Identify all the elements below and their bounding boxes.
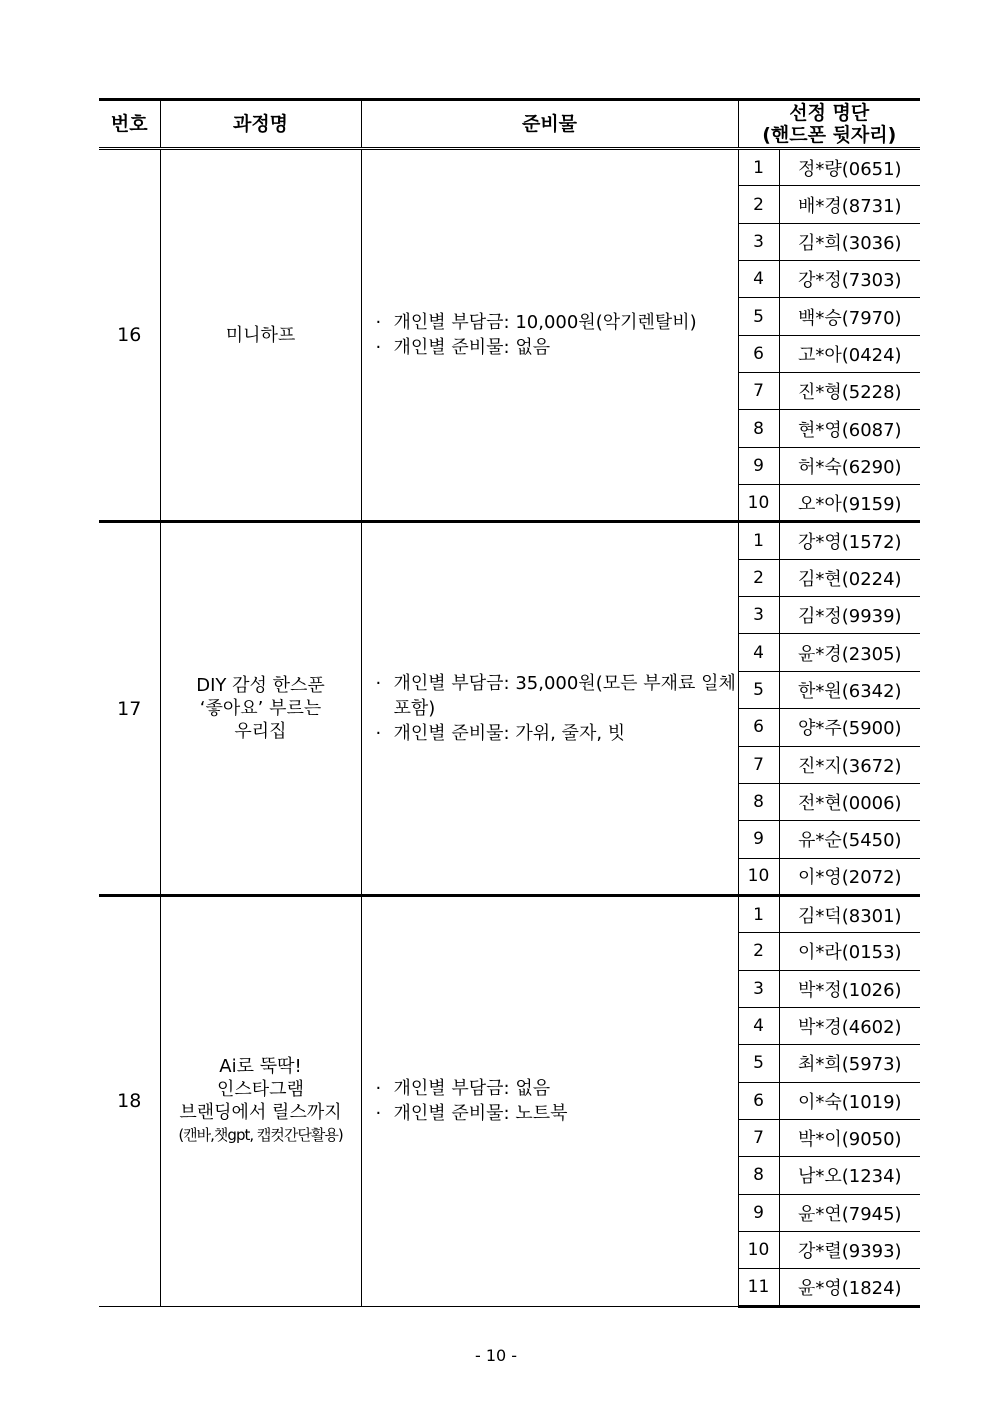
winner-name: 오*아(9159)	[779, 485, 920, 522]
winner-name: 윤*경(2305)	[779, 634, 920, 671]
bullet-icon: ·	[375, 337, 382, 359]
header-selection-line2: (핸드폰 뒷자리)	[762, 124, 897, 146]
winner-index: 4	[738, 261, 779, 298]
bullet-icon: ·	[375, 312, 382, 334]
course-number: 16	[99, 149, 160, 522]
winner-index: 8	[738, 783, 779, 820]
table-row	[99, 522, 920, 559]
header-no: 번호	[99, 100, 160, 149]
winner-index: 2	[738, 559, 779, 596]
winner-name: 현*영(6087)	[779, 410, 920, 447]
winner-name: 이*숙(1019)	[779, 1082, 920, 1119]
winner-name: 박*경(4602)	[779, 1007, 920, 1044]
winner-index: 4	[738, 634, 779, 671]
winner-name: 허*숙(6290)	[779, 447, 920, 484]
winner-name: 박*이(9050)	[779, 1119, 920, 1156]
winner-name: 정*량(0651)	[779, 149, 920, 186]
winner-index: 6	[738, 335, 779, 372]
winner-index: 7	[738, 373, 779, 410]
winner-index: 1	[738, 149, 779, 186]
winner-name: 전*현(0006)	[779, 783, 920, 820]
winner-index: 6	[738, 709, 779, 746]
prep-item	[376, 671, 738, 721]
course-name-line: DIY 감성 한스푼	[196, 675, 325, 697]
prep-item	[376, 1076, 738, 1101]
winner-name: 김*현(0224)	[779, 559, 920, 596]
winner-index: 10	[738, 858, 779, 895]
winner-index: 9	[738, 447, 779, 484]
bullet-icon: ·	[375, 1078, 382, 1100]
table-header-row	[99, 100, 920, 149]
winner-name: 진*지(3672)	[779, 746, 920, 783]
page-number: - 10 -	[474, 1346, 518, 1365]
winner-name: 양*주(5900)	[779, 709, 920, 746]
preparation-info	[361, 895, 738, 1306]
winner-index: 6	[738, 1082, 779, 1119]
course-name-line: Ai로 뚝딱!	[219, 1056, 302, 1078]
winner-index: 3	[738, 970, 779, 1007]
course-name-line: ‘좋아요’ 부르는	[199, 698, 322, 720]
course-number: 17	[99, 522, 160, 895]
winner-index: 3	[738, 597, 779, 634]
winner-name: 윤*영(1824)	[779, 1269, 920, 1306]
winner-name: 김*정(9939)	[779, 597, 920, 634]
prep-item	[376, 1101, 738, 1126]
winner-index: 5	[738, 671, 779, 708]
course-name	[160, 149, 361, 522]
winner-index: 8	[738, 410, 779, 447]
bullet-icon: ·	[375, 723, 382, 745]
winner-name: 강*영(1572)	[779, 522, 920, 559]
table-body	[99, 149, 920, 1307]
winner-index: 9	[738, 821, 779, 858]
winner-index: 2	[738, 186, 779, 223]
course-number: 18	[99, 895, 160, 1306]
winner-index: 10	[738, 1231, 779, 1268]
winner-name: 한*원(6342)	[779, 671, 920, 708]
preparation-info	[361, 149, 738, 522]
header-selection	[738, 100, 920, 149]
winner-index: 3	[738, 223, 779, 260]
prep-item	[376, 721, 738, 746]
prep-item-text: 개인별 부담금: 10,000원(악기렌탈비)	[393, 312, 697, 334]
header-selection-line1: 선정 명단	[789, 102, 870, 124]
course-name-line: 미니하프	[225, 324, 296, 346]
winner-index: 11	[738, 1269, 779, 1306]
table-row	[99, 149, 920, 186]
prep-item-text: 개인별 준비물: 노트북	[393, 1103, 568, 1125]
winner-index: 2	[738, 933, 779, 970]
bullet-icon: ·	[375, 1103, 382, 1125]
winner-index: 4	[738, 1007, 779, 1044]
winner-name: 고*아(0424)	[779, 335, 920, 372]
winner-index: 10	[738, 485, 779, 522]
winner-name: 남*오(1234)	[779, 1157, 920, 1194]
table-row	[99, 895, 920, 932]
course-name	[160, 895, 361, 1306]
course-name-line: 브랜딩에서 릴스까지	[179, 1102, 342, 1124]
winner-name: 강*렬(9393)	[779, 1231, 920, 1268]
prep-item-text: 개인별 준비물: 없음	[393, 337, 551, 359]
course-name	[160, 522, 361, 895]
winner-name: 윤*연(7945)	[779, 1194, 920, 1231]
winner-name: 박*정(1026)	[779, 970, 920, 1007]
winner-index: 5	[738, 1045, 779, 1082]
prep-item-text: 개인별 준비물: 가위, 줄자, 빗	[393, 723, 626, 745]
winner-name: 김*덕(8301)	[779, 895, 920, 932]
winner-index: 1	[738, 895, 779, 932]
winner-name: 유*순(5450)	[779, 821, 920, 858]
winner-index: 7	[738, 746, 779, 783]
winner-index: 5	[738, 298, 779, 335]
prep-item-text: 개인별 부담금: 35,000원(모든 부재료 일체 포함)	[393, 673, 736, 720]
winner-name: 백*승(7970)	[779, 298, 920, 335]
selection-table	[99, 98, 920, 1308]
winner-name: 이*라(0153)	[779, 933, 920, 970]
winner-name: 최*희(5973)	[779, 1045, 920, 1082]
prep-item	[376, 310, 738, 335]
prep-item-text: 개인별 부담금: 없음	[393, 1078, 551, 1100]
winner-index: 9	[738, 1194, 779, 1231]
prep-item	[376, 335, 738, 360]
winner-index: 1	[738, 522, 779, 559]
winner-index: 8	[738, 1157, 779, 1194]
course-name-line: (캔바,챗gpt, 캡컷간단활용)	[178, 1126, 343, 1145]
header-course: 과정명	[160, 100, 361, 149]
winner-name: 배*경(8731)	[779, 186, 920, 223]
header-prep: 준비물	[361, 100, 738, 149]
bullet-icon: ·	[375, 673, 382, 695]
winner-name: 이*영(2072)	[779, 858, 920, 895]
course-name-line: 인스타그램	[217, 1079, 304, 1101]
winner-name: 김*희(3036)	[779, 223, 920, 260]
preparation-info	[361, 522, 738, 895]
course-name-line: 우리집	[234, 721, 287, 743]
winner-name: 강*정(7303)	[779, 261, 920, 298]
winner-index: 7	[738, 1119, 779, 1156]
winner-name: 진*형(5228)	[779, 373, 920, 410]
